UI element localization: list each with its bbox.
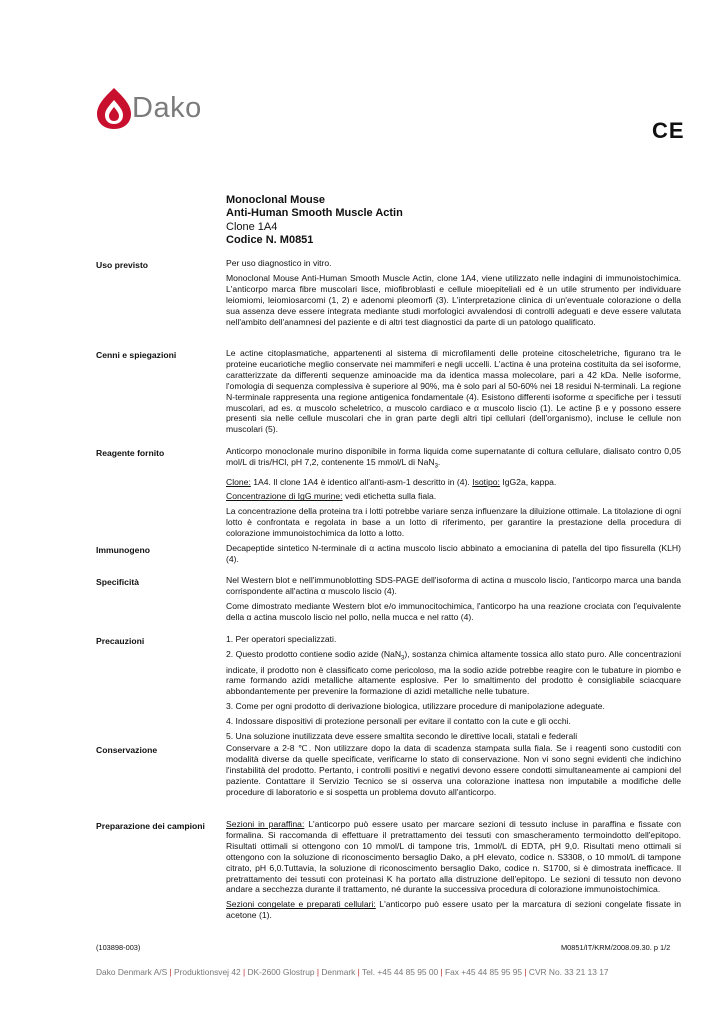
precauzioni-p4: 4. Indossare dispositivi di protezione personali per evitare il contatto con la cute e gli occhi. [226,716,571,727]
uso-p2: Monoclonal Mouse Anti-Human Smooth Muscle Actin, clone 1A4, viene utilizzato nelle indagini di immunoistochimica. L'anticorpo marca fibre muscolari lisce, miofibroblasti e cellule mioepiteliali ed è un utile strumento per individuare leiomiomi, leiomiosarcomi (1, 2) e adenomi pleomorfi (3). L'interpretazione clinica di un'eventuale colorazione o della sua assenza deve essere integrata mediante studi morfologici avvalendosi di controlli adeguati e deve essere valutata nell'ambito dell'anamnesi del paziente e di altri test diagnostici da parte di un patologo qualificato. [226,272,681,327]
section-immunogeno [226,543,681,569]
reagente-p4: La concentrazione della proteina tra i lotti potrebbe variare senza influenzare la diluizione ottimale. La titolazione di ogni lotto è confrontata e regolata in base a un lotto di riferimento, per garantire la prestazione della procedura di colorazione immunoistochimica da lotto a lotto. [226,506,681,539]
document-number: (103898-003) [96,943,141,952]
reagente-p1: Anticorpo monoclonale murino disponibile in forma liquida come supernatante di coltura cellulare, dialisato contro 0,05 mol/L di tris/HCl, pH 7,2, contenente 15 mmol/L di NaN$_3$. [226,446,681,470]
section-preparazione [226,819,681,925]
section-cenni [226,348,681,439]
title-line-1: Monoclonal Mouse [226,194,325,206]
section-label-conservazione: Conservazione [96,745,158,755]
company-footer: Dako Denmark A/S | Produktionsvej 42 | DK-2600 Glostrup | Denmark | Tel. +45 44 85 95 00 | Fax +45 44 85 95 95 | CVR No. 33 21 13 17 [96,967,609,977]
uso-p1: Per uso diagnostico in vitro. [226,258,332,268]
ce-mark: CE [652,118,685,143]
title-line-3: Clone 1A4 [226,220,278,233]
reagente-clone: Clone: 1A4. Il clone 1A4 è identico all'anti-asm-1 descritto in (4). Isotipo: IgG2a, kappa. [226,476,557,487]
precauzioni-p1: 1. Per operatori specializzati. [226,634,337,644]
reagente-conc: Concentrazione di IgG murine: vedi etichetta sulla fiala. [226,491,437,502]
immunogeno-p1: Decapeptide sintetico N-terminale di α actina muscolo liscio abbinato a emocianina di patella del tipo fissurella (KLH) (4). [226,543,681,564]
section-label-precauzioni: Precauzioni [96,636,145,646]
section-uso [226,258,681,331]
section-label-preparazione: Preparazione dei campioni [96,821,205,831]
preparazione-p2: Sezioni congelate e preparati cellulari: L'anticorpo può essere usato per la marcatura di sezioni congelate fissate in acetone (1). [226,899,681,921]
section-label-specificita: Specificità [96,577,139,587]
precauzioni-p3: 3. Come per ogni prodotto di derivazione biologica, utilizzare procedure di manipolazione adeguate. [226,701,605,712]
section-precauzioni [226,634,681,746]
section-specificita [226,575,681,627]
precauzioni-p2: 2. Questo prodotto contiene sodio azide (NaN$_3$), sostanza chimica altamente tossica allo stato puro. Alle concentrazioni indicate, il prodotto non è classificato come pericoloso, ma la sodio azide potrebbe reagire con le tubature in piombo e rame formando azidi metalliche altamente esplosive. Per lo smaltimento del prodotto è consigliabile sciacquare abbondantemente per prevenire la formazione di azidi metalliche nelle tubature. [226,648,681,697]
section-conservazione [226,743,681,802]
conservazione-p1: Conservare a 2-8 ℃. Non utilizzare dopo la data di scadenza stampata sulla fiala. Se i reagenti sono custoditi con modalità diverse da quelle specificate, verificarne lo stato di conservazione. Non vi sono segni evidenti che indichino l'instabilità del prodotto. Pertanto, i controlli positivi e negativi devono essere condotti simultaneamente ai campioni del paziente. Contattare il Servizio Tecnico se si osserva una colorazione inattesa non imputabile a modifiche delle procedure di laboratorio e si sospetta un problema dovuto all'anticorpo. [226,743,681,797]
title-line-2: Anti-Human Smooth Muscle Actin [226,207,403,220]
document-reference: M0851/IT/KRM/2008.09.30. p 1/2 [561,943,671,952]
precauzioni-p5: 5. Una soluzione inutilizzata deve essere smaltita secondo le direttive locali, statali e federali [226,731,578,742]
section-label-immunogeno: Immunogeno [96,545,150,555]
specificita-p2: Come dimostrato mediante Western blot e/o immunocitochimica, l'anticorpo ha una reazione crociata con l'equivalente della α actina muscolo liscio nel pollo, nella mucca e nel ratto (4). [226,600,681,622]
dako-logo-text: Dako [132,92,202,124]
dako-logo-mark [96,86,132,130]
dako-logo [96,86,216,134]
section-label-uso: Uso previsto [96,260,149,270]
section-reagente [226,446,681,543]
title-line-4: Codice N. M0851 [226,234,314,247]
preparazione-p1: Sezioni in paraffina: L'anticorpo può essere usato per marcare sezioni di tessuto incluse in paraffina e fissate con formalina. Si raccomanda di effettuare il pretrattamento dei tessuti con smascheramento termoindotto dell'epitopo. Risultati ottimali si ottengono con 10 mmol/L di tampone tris, 1mmol/L di EDTA, pH 9,0. Risultati meno ottimali si ottengono con la soluzione di riconoscimento bersaglio Dako, a pH elevato, codice n. S3308, o 10 mmol/L di tampone citrato, pH 6,0.Tuttavia, la soluzione di riconoscimento bersaglio Dako, codice n. S1700, si è dimostrata inefficace. Il pretrattamento dei tessuti con proteinasi K ha portato alla distruzione dell'epitopo. Le sezioni di tessuto non devono andare a secchezza durante il trattamento, né durante la successiva procedura di colorazione immunoistochimica. [226,819,681,895]
specificita-p1: Nel Western blot e nell'immunoblotting SDS-PAGE dell'isoforma di actina α muscolo liscio, l'anticorpo marca una banda corrispondente all'actina α muscolo liscio (4). [226,575,681,596]
section-label-reagente: Reagente fornito [96,448,165,458]
cenni-p1: Le actine citoplasmatiche, appartenenti al sistema di microfilamenti delle proteine citoscheletriche, figurano tra le proteine eucariotiche meglio conservate nei mammiferi e negli uccelli. L'actina è una proteina costituita da sei isoforme, caratterizzate da differenti sequenze aminoacide ma da identica massa molecolare, pari a 42 kDa. Nelle isoforme, l'omologia di sequenza complessiva è superiore al 90%, ma è solo pari al 50-60% nei 18 residui N-terminali. La regione N-terminale rappresenta una regione antigenica fondamentale (4). Esistono differenti isoforme α specifiche per i tessuti muscolari, ad es. α muscolo scheletrico, α muscolo cardiaco e α muscolo liscio (1). Le actine β e γ possono essere presenti sia nelle cellule muscolari che in gran parte degli altri tipi cellulari (dell'organismo), incluse le cellule non muscolari (5). [226,348,681,435]
section-label-cenni: Cenni e spiegazioni [96,350,177,360]
product-title [226,194,403,248]
